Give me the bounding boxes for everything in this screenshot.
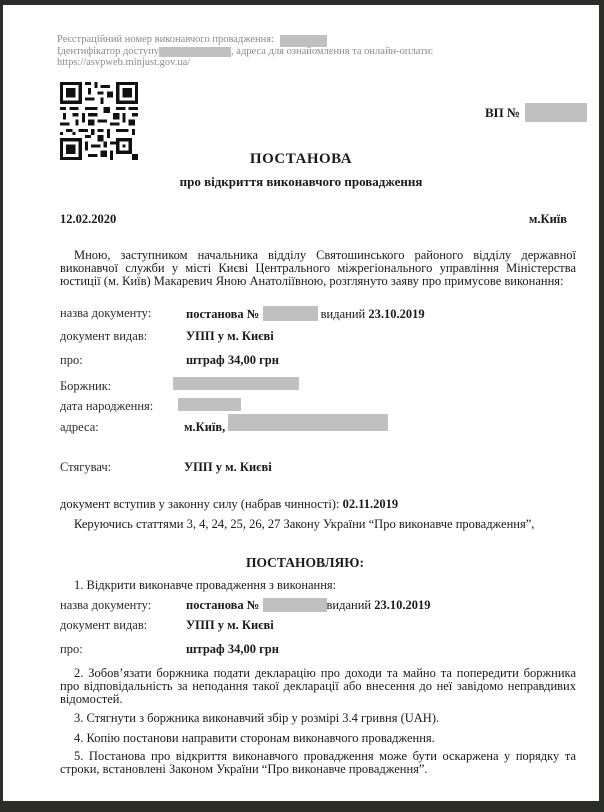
collector-label: Стягувач: [60,460,112,474]
doc-issued-date: 23.10.2019 [368,307,425,321]
res-doc-issued-word: виданий [326,598,372,612]
access-id-line [57,47,433,58]
resolution-item-5 [60,750,576,776]
intro-paragraph-text: Мною, заступником начальника відділу Святошинського районого відділу державної виконавчої служби у місті Києві Центрального міжрегіонального управління Міністерства юстиції (м. Київ) Макаревич Яною Анатоліївною, розглянуто заяву про примусове виконання: [60,248,576,289]
resolution-item-1: 1. Відкрити виконавче провадження з виконання: [74,578,337,592]
res-issued-by-label: документ видав: [60,618,148,632]
qr-code-icon [58,82,140,160]
resolution-item-2 [60,667,576,707]
redacted-vp-number [525,103,587,122]
redacted-debtor-name [173,377,299,390]
registry-number-label: Реєстраційний номер виконавчого провадження: [57,34,275,45]
document-page [3,5,599,801]
res-doc-issued-date: 23.10.2019 [374,598,431,612]
resolution-item-2-text: 2. Зобов’язати боржника подати декларацію про доходи та майно та попередити боржника про відповідальність за неподання такої декларації або внесення до неї завідомо неправдивих відомостей. [60,666,576,707]
redacted-res-doc-number [263,598,327,612]
birth-date-label: дата народження: [60,399,154,413]
access-id-suffix: , адреса для ознайомлення та онлайн-оплати: [231,46,434,57]
res-doc-name-value [186,598,430,613]
resolution-item-3: 3. Стягнути з боржника виконавчий збір у розмірі 3.4 гривня (UAH). [74,711,440,725]
res-issued-by-value: УПП у м. Києві [186,618,274,632]
resolution-item-5-text: 5. Постанова про відкриття виконавчого провадження може бути оскаржена у порядку та строки, встановлені Законом України “Про виконавче провадження”. [60,749,576,777]
document-subtitle: про відкриття виконавчого провадження [179,174,423,189]
portal-url[interactable]: https://asvpweb.minjust.gov.ua/ [57,56,191,68]
redacted-access-id [159,47,231,57]
guided-by-line: Керуючись статтями 3, 4, 24, 25, 26, 27 Закону України “Про виконавче провадження”, [74,517,535,531]
about-value: штраф 34,00 грн [186,353,279,367]
resolve-heading: ПОСТАНОВЛЯЮ: [246,555,364,570]
effective-date-value: 02.11.2019 [342,497,399,511]
document-header-meta [57,35,433,68]
vp-number [485,103,587,122]
about-label: про: [60,353,83,367]
effective-date-line [60,497,398,512]
debtor-label: Боржник: [60,379,112,393]
doc-name-label: назва документу: [60,306,152,320]
doc-name-value [186,306,425,322]
access-id-label: Ідентифікатор доступу [57,46,160,57]
doc-issued-word: виданий [320,307,366,321]
issued-by-value: УПП у м. Києві [186,329,274,343]
redacted-birth-date [178,398,241,411]
address-city: м.Київ, [184,420,226,434]
document-title: ПОСТАНОВА [249,151,353,167]
res-about-value: штраф 34,00 грн [186,642,279,656]
res-doc-name-label: назва документу: [60,598,152,612]
resolution-item-4: 4. Копію постанови направити сторонам виконавчого провадження. [74,731,435,745]
effective-date-label: документ вступив у законну силу (набрав чинності): [60,497,340,511]
res-about-label: про: [60,642,83,656]
address-label: адреса: [60,420,99,434]
doc-name-prefix: постанова № [186,307,260,321]
issued-by-label: документ видав: [60,329,148,343]
vp-number-label: ВП № [485,105,521,120]
intro-paragraph [60,249,576,289]
redacted-doc-number [263,306,318,321]
document-date: 12.02.2020 [60,212,117,226]
collector-value: УПП у м. Києві [184,460,272,474]
res-doc-name-prefix: постанова № [186,598,260,612]
document-city: м.Київ [528,212,567,226]
redacted-address [228,414,388,431]
